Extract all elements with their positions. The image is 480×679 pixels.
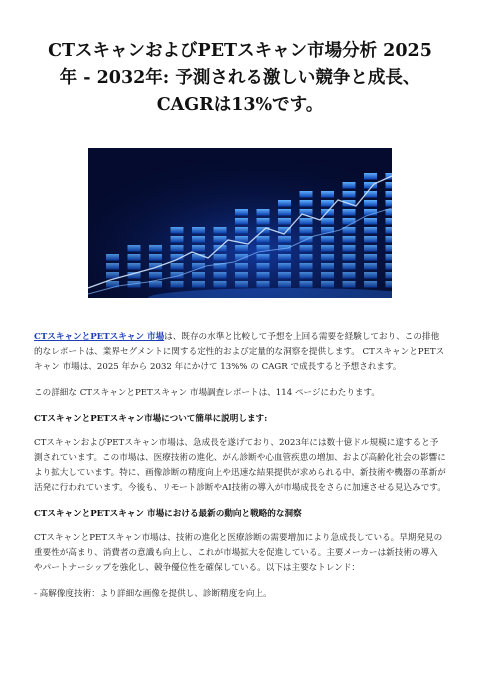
hero-bar-segment: [343, 218, 356, 225]
hero-bar-segment: [149, 254, 162, 261]
hero-bar-segment: [235, 227, 248, 234]
hero-bar-segment: [386, 245, 393, 252]
hero-bar-segment: [192, 245, 205, 252]
section1-text: CTスキャンおよびPETスキャン市場は、急成長を遂げており、2023年には数十億ドル規模に達すると予測されています。この市場は、医療技術の進化、がん診断や心血管疾患の増加、および高齢化社会の影響により拡大しています。特に、画像診断の精度向上や迅速な結果提供が求められる中、新技術や機器の革新が活発に行われています。今後も、リモート診断やAI技術の導入が市場成長をさらに加速させる見込みです。: [34, 438, 446, 493]
hero-bar-segment: [364, 200, 377, 207]
hero-bar-segment: [343, 209, 356, 216]
hero-bar-segment: [386, 236, 393, 243]
hero-bar-segment: [321, 191, 334, 198]
hero-bar-segment: [343, 245, 356, 252]
hero-bar-segment: [343, 263, 356, 270]
hero-bar-segment: [214, 281, 227, 288]
hero-bar-segment: [386, 281, 393, 288]
hero-bar-segment: [214, 227, 227, 234]
hero-bar-segment: [257, 272, 270, 279]
hero-bar-segment: [257, 218, 270, 225]
hero-bar-segment: [149, 245, 162, 252]
hero-bar-segment: [386, 254, 393, 261]
hero-bar-segment: [214, 236, 227, 243]
hero-bar-segment: [321, 272, 334, 279]
hero-bar-segment: [300, 281, 313, 288]
section1-heading: CTスキャンとPETスキャン市場について簡単に説明します:: [34, 414, 268, 424]
hero-bar-segment: [235, 209, 248, 216]
hero-bar-segment: [192, 236, 205, 243]
hero-bar-segment: [343, 281, 356, 288]
hero-bar-segment: [192, 272, 205, 279]
hero-bar-segment: [235, 272, 248, 279]
hero-bar-segment: [171, 236, 184, 243]
hero-bar-segment: [386, 218, 393, 225]
section2-text: CTスキャンとPETスキャン市場は、技術の進化と医療診断の需要増加により急成長している。早期発見の重要性が高まり、消費者の意識も向上し、これが市場拡大を促進している。主要メーカーは新技術の導入やパートナーシップを強化し、競争優位性を確保している。以下は主要なトレンド：: [34, 533, 443, 573]
hero-bar-segment: [149, 281, 162, 288]
hero-bar-segment: [257, 281, 270, 288]
hero-bar-segment: [364, 236, 377, 243]
hero-bar-segment: [386, 272, 393, 279]
intro-text: は、既存の水準と比較して予想を上回る需要を経験しており、この排他的なレポートは、業界セグメントに関する定性的および定量的な洞察を提供します。 CTスキャンとPETスキャン 市場は、2025 年から 2032 年にかけて 13%% の CAGR で成長すると予想されます。: [34, 332, 445, 372]
title-line-2: 年 - 2032年: 予測される激しい競争と成長、: [59, 68, 421, 88]
hero-bar-segment: [386, 263, 393, 270]
hero-bar-segment: [257, 209, 270, 216]
hero-bar-segment: [321, 236, 334, 243]
hero-bar-segment: [257, 254, 270, 261]
market-link[interactable]: CTスキャンとPETスキャン 市場: [34, 332, 165, 342]
hero-bar-segment: [128, 254, 141, 261]
hero-bar-segment: [278, 209, 291, 216]
hero-bar-segment: [300, 245, 313, 252]
hero-bar-segment: [171, 245, 184, 252]
hero-bar-segment: [278, 281, 291, 288]
hero-bar-segment: [343, 254, 356, 261]
hero-bar-segment: [149, 272, 162, 279]
hero-bar-segment: [300, 272, 313, 279]
hero-bar-segment: [300, 200, 313, 207]
title-line-3: CAGRは13%です。: [156, 95, 324, 115]
hero-bar-segment: [364, 173, 377, 180]
hero-bar-segment: [106, 263, 119, 270]
section2-heading: CTスキャンとPETスキャン 市場における最新の動向と戦略的な洞察: [34, 509, 302, 519]
hero-bar-segment: [386, 227, 393, 234]
hero-bar-segment: [364, 263, 377, 270]
hero-bar-segment: [300, 218, 313, 225]
hero-bar-segment: [364, 218, 377, 225]
hero-bar-segment: [321, 263, 334, 270]
hero-bar-segment: [235, 218, 248, 225]
hero-bar-segment: [235, 281, 248, 288]
hero-bar-segment: [235, 263, 248, 270]
hero-bar-segment: [278, 263, 291, 270]
hero-bar-segment: [171, 263, 184, 270]
hero-bar-segment: [278, 254, 291, 261]
hero-bar-segment: [386, 200, 393, 207]
hero-bar-segment: [235, 245, 248, 252]
hero-bar-segment: [364, 227, 377, 234]
hero-bar-segment: [128, 245, 141, 252]
hero-bar-segment: [278, 218, 291, 225]
article-body: [34, 330, 446, 613]
hero-bar-segment: [300, 263, 313, 270]
hero-bar-segment: [364, 245, 377, 252]
hero-bar-segment: [214, 272, 227, 279]
hero-bar-segment: [364, 272, 377, 279]
hero-bar-segment: [171, 281, 184, 288]
hero-bar-segment: [192, 281, 205, 288]
hero-image: [88, 148, 392, 298]
hero-bar-segment: [364, 254, 377, 261]
hero-bar-segment: [343, 191, 356, 198]
hero-bar-segment: [278, 200, 291, 207]
hero-bar-segment: [128, 263, 141, 270]
hero-bar-segment: [364, 281, 377, 288]
hero-bar-segment: [386, 191, 393, 198]
hero-bar-segment: [321, 254, 334, 261]
hero-bar-segment: [321, 281, 334, 288]
hero-bar-segment: [321, 200, 334, 207]
hero-bar-segment: [343, 272, 356, 279]
hero-bar-graphic: [88, 148, 392, 298]
hero-bar-segment: [321, 218, 334, 225]
hero-bar-segment: [300, 191, 313, 198]
hero-bar-segment: [300, 254, 313, 261]
hero-bar-segment: [278, 236, 291, 243]
hero-bar-segment: [257, 263, 270, 270]
hero-bar-segment: [278, 272, 291, 279]
hero-bar-segment: [214, 254, 227, 261]
bullet-item: - 高解像度技術：より詳細な画像を提供し、診断精度を向上。: [34, 589, 272, 599]
hero-bar-segment: [171, 227, 184, 234]
hero-bar-segment: [343, 236, 356, 243]
hero-bar-segment: [192, 227, 205, 234]
intro-paragraph: [34, 330, 446, 375]
page-title: [28, 38, 452, 119]
hero-bar-segment: [106, 254, 119, 261]
hero-bar-segment: [321, 245, 334, 252]
hero-bar-segment: [300, 227, 313, 234]
title-line-1: CTスキャンおよびPETスキャン市場分析 2025: [48, 41, 432, 61]
pages-note: この詳細な CTスキャンとPETスキャン 市場調査レポートは、114 ページにわたります。: [34, 388, 381, 398]
hero-bar-segment: [343, 182, 356, 189]
hero-bar-segment: [257, 236, 270, 243]
hero-bar-segment: [386, 182, 393, 189]
